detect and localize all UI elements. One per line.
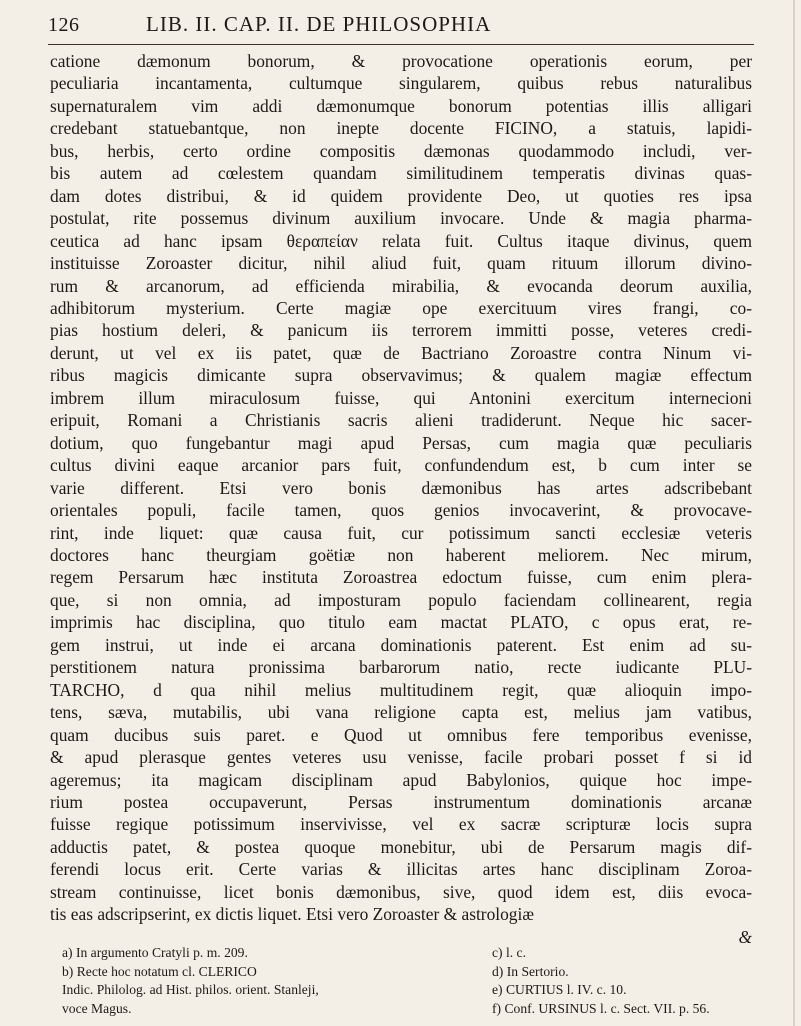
text-line: dam dotes distribui, & id quidem providente Deo, ut quoties res ipsa: [50, 185, 752, 206]
page-number: 126: [48, 14, 80, 36]
text-line: que, si non omnia, ad imposturam populo faciendam collinearent, regia: [50, 589, 752, 610]
text-line: imprimis hac disciplina, quo titulo eam mactat PLATO, c opus erat, re-: [50, 612, 752, 633]
text-line: rium postea occupaverunt, Persas instrumentum dominationis arcanæ: [50, 791, 752, 812]
text-line: gem instrui, ut inde ei arcana dominationis paterent. Est enim ad su-: [50, 634, 752, 655]
text-line: bis autem ad cœlestem quandam similitudinem temperatis divinas quas-: [50, 163, 752, 184]
text-line: orientales populi, facile tamen, quos genios invocaverint, & provocave-: [50, 500, 752, 521]
page-edge: [793, 0, 795, 1026]
running-title: LIB. II. CAP. II. DE PHILOSOPHIA: [146, 12, 492, 36]
footnote-line: b) Recte hoc notatum cl. CLERICO: [62, 963, 257, 979]
text-line: ribus magicis dimicante supra observavimus; & qualem magiæ effectum: [50, 365, 752, 386]
text-line: eripuit, Romani a Christianis sacris alieni tradiderunt. Neque hic sacer-: [50, 410, 752, 431]
running-header: [48, 12, 758, 42]
text-line: perstitionem natura pronissima barbarorum natio, recte iudicante PLU-: [50, 657, 752, 678]
text-line: adductis patet, & postea quoque monebitur, ubi de Persarum magis dif-: [50, 836, 752, 857]
text-line: ceutica ad hanc ipsam θεραπείαν relata fuit. Cultus itaque divinus, quem: [50, 230, 752, 251]
text-line: derunt, ut vel ex iis patet, quæ de Bactriano Zoroastre contra Ninum vi-: [50, 342, 752, 363]
text-line: doctores hanc theurgiam goëtiæ non haberent meliorem. Nec mirum,: [50, 544, 752, 565]
text-line: dotium, quo fungebantur magi apud Persas, cum magia quæ peculiaris: [50, 432, 752, 453]
text-line: peculiaria incantamenta, cultumque singularem, quibus rebus naturalibus: [50, 73, 752, 94]
text-line: instituisse Zoroaster dicitur, nihil aliud fuit, quam rituum illorum divino-: [50, 253, 752, 274]
catchword: &: [738, 926, 752, 947]
footnotes-left-column: [62, 944, 492, 1018]
text-line: fuisse regique potissimum inservivisse, vel ex sacræ scripturæ locis supra: [50, 814, 752, 835]
main-text: [50, 50, 752, 948]
text-line: catione dæmonum bonorum, & provocatione operationis eorum, per: [50, 51, 752, 71]
text-line: tis eas adscripserint, ex dictis liquet. Etsi vero Zoroaster & astrologiæ: [50, 904, 534, 925]
text-line: adhibitorum mysterium. Certe magiæ ope exercituum vires frangi, co-: [50, 297, 752, 318]
text-line: imbrem illum miraculosum fuisse, qui Antonini exercitum internecioni: [50, 387, 752, 408]
footnote-line: f) Conf. URSINUS l. c. Sect. VII. p. 56.: [492, 1000, 710, 1016]
text-line: TARCHO, d qua nihil melius multitudinem regit, quæ alioquin impo-: [50, 679, 752, 700]
text-line: rint, inde liquet: quæ causa fuit, cur potissimum sancti ecclesiæ veteris: [50, 522, 752, 543]
footnotes-right-column: [492, 944, 752, 1018]
footnote-line: Indic. Philolog. ad Hist. philos. orient. Stanleji,: [62, 982, 319, 998]
text-line: pias hostium deleri, & panicum iis terrorem immitti posse, veteres credi-: [50, 320, 752, 341]
text-line: postulat, rite possemus divinum auxilium invocare. Unde & magia pharma-: [50, 208, 752, 229]
footnote-line: c) l. c.: [492, 945, 526, 960]
text-line: quam ducibus suis paret. e Quod ut omnibus fere temporibus evenisse,: [50, 724, 752, 745]
footnote-line: d) In Sertorio.: [492, 963, 569, 979]
header-rule: [48, 44, 754, 45]
text-line: rum & arcanorum, ad efficienda mirabilia, & evocanda deorum auxilia,: [50, 275, 752, 296]
text-line: varie different. Etsi vero bonis dæmonibus has artes adscribebant: [50, 477, 752, 498]
footnote-line: e) CURTIUS l. IV. c. 10.: [492, 982, 627, 998]
footnote-line: voce Magus.: [62, 1000, 132, 1016]
footnotes: [62, 944, 752, 1018]
text-line: ageremus; ita magicam disciplinam apud Babylonios, quique hoc impe-: [50, 769, 752, 790]
text-line: cultus divini eaque arcanior pars fuit, confundendum est, b cum inter se: [50, 455, 752, 476]
text-line: ferendi locus erit. Certe varias & illicitas artes hanc disciplinam Zoroa-: [50, 859, 752, 880]
text-line: supernaturalem vim addi dæmonumque bonorum potentias illis alligari: [50, 95, 752, 116]
text-line: bus, herbis, certo ordine compositis dæmonas quodammodo includi, ver-: [50, 140, 752, 161]
text-line: regem Persarum hæc instituta Zoroastrea edoctum fuisse, cum enim plera-: [50, 567, 752, 588]
text-line: stream continuisse, licet bonis dæmonibus, sive, quod idem est, diis evoca-: [50, 881, 752, 902]
text-line: credebant statuebantque, non inepte docente FICINO, a statuis, lapidi-: [50, 118, 752, 139]
text-line: & apud plerasque gentes veteres usu venisse, facile probari posset f si id: [50, 747, 752, 768]
footnote-line: a) In argumento Cratyli p. m. 209.: [62, 945, 248, 960]
text-line: tens, sæva, mutabilis, ubi vana religione capta est, melius jam vatibus,: [50, 702, 752, 723]
